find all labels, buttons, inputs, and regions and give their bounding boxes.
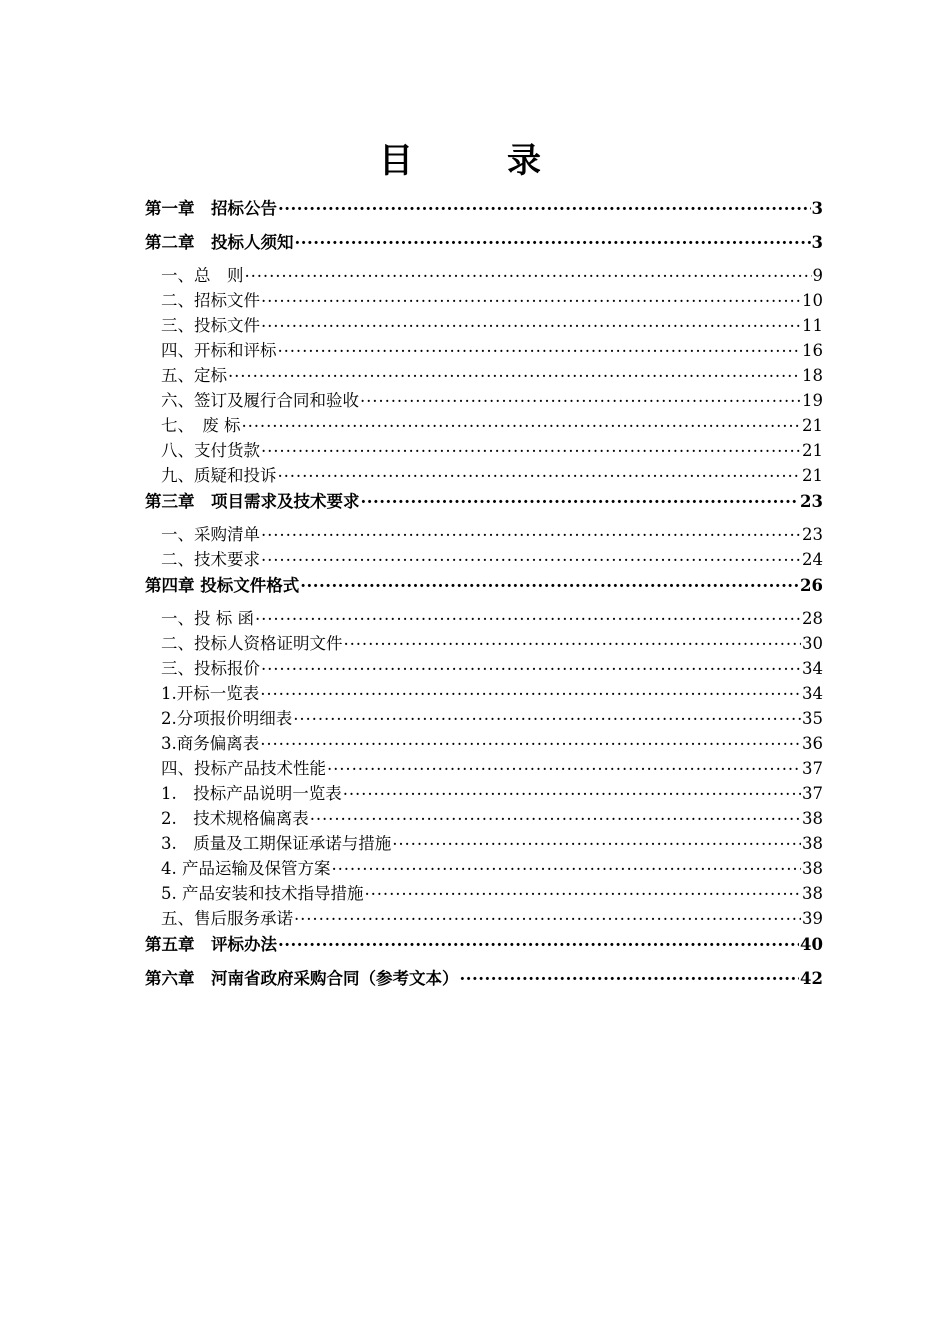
toc-entry-label: 四、开标和评标 [161,340,277,360]
toc-dot-leader [261,523,801,540]
toc-entry-label: 2. 技术规格偏离表 [161,808,309,828]
toc-chapter-entry[interactable] [145,230,823,264]
toc-page-number: 26 [800,575,823,595]
toc-section-entry[interactable] [145,414,823,439]
toc-dot-leader [255,607,801,624]
toc-entry-label: 五、售后服务承诺 [161,908,293,928]
toc-dot-leader [261,289,801,306]
toc-dot-leader [327,757,801,774]
toc-section-entry[interactable] [145,339,823,364]
toc-dot-leader [361,490,800,507]
toc-section-entry[interactable] [145,657,823,682]
toc-dot-leader [392,832,801,849]
toc-entry-label: 二、技术要求 [161,549,260,569]
toc-dot-leader [278,464,802,481]
toc-section-entry[interactable] [145,732,823,757]
toc-page-number: 10 [802,290,823,310]
toc-page-number: 42 [800,968,823,988]
toc-entry-label: 第六章 河南省政府采购合同（参考文本） [145,968,459,988]
toc-section-entry[interactable] [145,907,823,932]
toc-section-entry[interactable] [145,464,823,489]
toc-dot-leader [332,857,802,874]
toc-chapter-entry[interactable] [145,966,823,1000]
toc-entry-label: 第一章 招标公告 [145,198,277,218]
page-title: 目 录 [379,141,571,181]
toc-section-entry[interactable] [145,757,823,782]
toc-section-entry[interactable] [145,364,823,389]
toc-entry-label: 二、投标人资格证明文件 [161,633,343,653]
toc-dot-leader [295,231,811,248]
toc-page-number: 30 [802,633,823,653]
toc-section-entry[interactable] [145,548,823,573]
toc-page-number: 21 [802,465,823,485]
toc-entry-label: 1. 投标产品说明一览表 [161,783,342,803]
toc-entry-label: 4. 产品运输及保管方案 [161,858,331,878]
toc-dot-leader [278,933,799,950]
toc-section-entry[interactable] [145,607,823,632]
toc-page-number: 38 [802,883,823,903]
toc-chapter-entry[interactable] [145,932,823,966]
toc-section-entry[interactable] [145,832,823,857]
toc-section-entry[interactable] [145,707,823,732]
toc-dot-leader [228,364,801,381]
toc-section-entry[interactable] [145,389,823,414]
toc-dot-leader [293,707,801,724]
toc-page-number: 24 [802,549,823,569]
toc-page-number: 37 [802,758,823,778]
toc-dot-leader [365,882,802,899]
toc-dot-leader [245,264,812,281]
toc-entry-label: 三、投标报价 [161,658,260,678]
toc-section-entry[interactable] [145,439,823,464]
toc-section-entry[interactable] [145,682,823,707]
toc-entry-label: 5. 产品安装和技术指导措施 [161,883,364,903]
toc-chapter-entry[interactable] [145,196,823,230]
toc-dot-leader [261,548,801,565]
toc-entry-label: 四、投标产品技术性能 [161,758,326,778]
toc-page-number: 28 [802,608,823,628]
toc-page-number: 40 [800,934,823,954]
toc-dot-leader [261,657,801,674]
toc-section-entry[interactable] [145,782,823,807]
toc-dot-leader [278,339,802,356]
toc-page-number: 3 [811,232,823,252]
toc-chapter-entry[interactable] [145,489,823,523]
toc-section-entry[interactable] [145,857,823,882]
toc-entry-label: 六、签订及履行合同和验收 [161,390,359,410]
toc-page-number: 38 [802,833,823,853]
toc-entry-label: 九、质疑和投诉 [161,465,277,485]
toc-entry-label: 一、总 则 [161,265,244,285]
toc-entry-label: 八、支付货款 [161,440,260,460]
toc-dot-leader [242,414,802,431]
toc-entry-label: 第三章 项目需求及技术要求 [145,491,360,511]
toc-page-number: 21 [802,415,823,435]
toc-section-entry[interactable] [145,632,823,657]
toc-entry-label: 七、 废 标 [161,415,241,435]
toc-entry-label: 2.分项报价明细表 [161,708,293,728]
toc-dot-leader [343,782,801,799]
toc-page-number: 16 [802,340,823,360]
toc-section-entry[interactable] [145,289,823,314]
toc-page-number: 39 [802,908,823,928]
toc-entry-label: 3.商务偏离表 [161,733,260,753]
toc-page-number: 36 [802,733,823,753]
toc-entry-label: 三、投标文件 [161,315,260,335]
toc-dot-leader [360,389,801,406]
toc-page-number: 37 [802,783,823,803]
toc-chapter-entry[interactable] [145,573,823,607]
toc-page-number: 21 [802,440,823,460]
toc-dot-leader [260,732,801,749]
toc-entry-label: 二、招标文件 [161,290,260,310]
toc-page-number: 35 [802,708,823,728]
table-of-contents [145,196,823,1000]
toc-dot-leader [261,439,801,456]
toc-page-number: 34 [802,683,823,703]
toc-entry-label: 1.开标一览表 [161,683,260,703]
toc-page-number: 23 [802,524,823,544]
toc-dot-leader [344,632,802,649]
toc-dot-leader [260,682,801,699]
toc-entry-label: 第四章 投标文件格式 [145,575,300,595]
toc-dot-leader [300,574,799,591]
toc-page-number: 34 [802,658,823,678]
toc-entry-label: 第五章 评标办法 [145,934,277,954]
toc-page-number: 3 [811,198,823,218]
toc-section-entry[interactable] [145,807,823,832]
toc-page-number: 38 [802,858,823,878]
toc-dot-leader [278,197,811,214]
toc-page-number: 38 [802,808,823,828]
toc-dot-leader [310,807,801,824]
toc-page-number: 19 [802,390,823,410]
toc-section-entry[interactable] [145,882,823,907]
toc-entry-label: 第二章 投标人须知 [145,232,294,252]
toc-page-number: 11 [802,315,823,335]
toc-page-number: 23 [800,491,823,511]
toc-section-entry[interactable] [145,523,823,548]
toc-entry-label: 3. 质量及工期保证承诺与措施 [161,833,392,853]
toc-dot-leader [460,967,800,984]
toc-section-entry[interactable] [145,264,823,289]
toc-dot-leader [261,314,801,331]
toc-page-number: 18 [802,365,823,385]
toc-entry-label: 一、采购清单 [161,524,260,544]
toc-entry-label: 一、投 标 函 [161,608,254,628]
toc-page-number: 9 [812,265,823,285]
toc-entry-label: 五、定标 [161,365,227,385]
toc-dot-leader [294,907,801,924]
toc-section-entry[interactable] [145,314,823,339]
